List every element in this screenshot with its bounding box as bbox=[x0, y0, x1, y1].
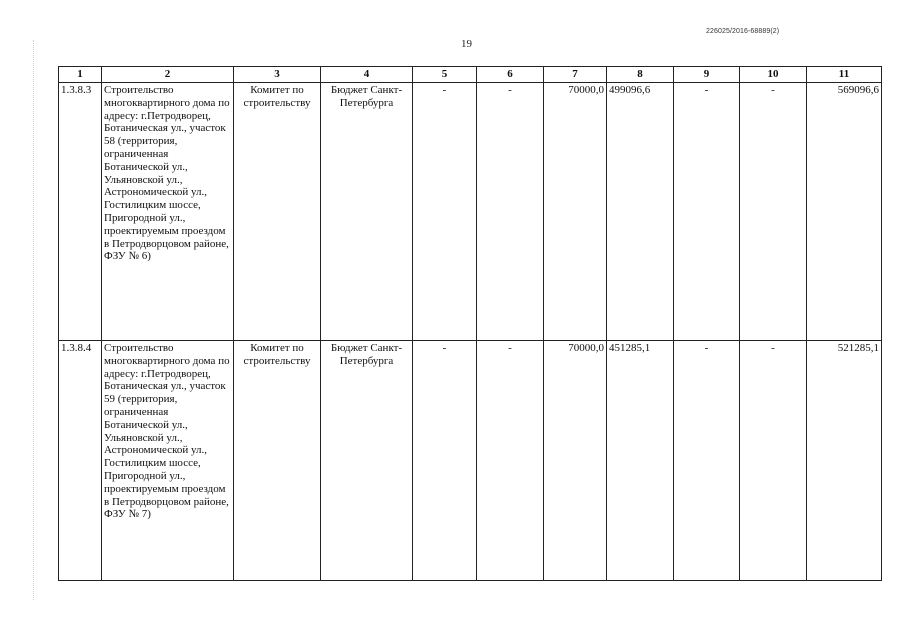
column-header: 2 bbox=[102, 67, 234, 83]
value-cell-col7: 70000,0 bbox=[544, 83, 607, 341]
value-cell-col5: - bbox=[413, 83, 477, 341]
column-header: 10 bbox=[740, 67, 807, 83]
value-cell-col10: - bbox=[740, 341, 807, 581]
column-header: 11 bbox=[807, 67, 882, 83]
column-header: 7 bbox=[544, 67, 607, 83]
activity-description-cell: Строительство многоквартирного дома по адресу: г.Петродворец, Ботаническая ул., участок 58 (территория, ограниченная Ботанической ул., Ульяновской ул., Астрономической ул., Гостилицким шоссе, Пригородной ул., проектируемым проездом в Петродворцовом районе, ФЗУ № 6) bbox=[102, 83, 234, 341]
funding-source-cell: Бюджет Санкт-Петербурга bbox=[321, 341, 413, 581]
value-cell-col7: 70000,0 bbox=[544, 341, 607, 581]
value-cell-col9: - bbox=[674, 83, 740, 341]
scan-margin-line bbox=[33, 40, 34, 600]
activity-code-cell: 1.3.8.3 bbox=[59, 83, 102, 341]
page-number: 19 bbox=[461, 38, 472, 50]
program-activities-table bbox=[58, 66, 882, 581]
column-header: 1 bbox=[59, 67, 102, 83]
funding-source-cell: Бюджет Санкт-Петербурга bbox=[321, 83, 413, 341]
value-cell-col10: - bbox=[740, 83, 807, 341]
column-header: 9 bbox=[674, 67, 740, 83]
executor-cell: Комитет по строительству bbox=[234, 83, 321, 341]
table-header-row bbox=[59, 67, 882, 83]
value-cell-col8: 451285,1 bbox=[607, 341, 674, 581]
document-registration-number: 226025/2016-68889(2) bbox=[706, 28, 780, 35]
value-cell-col6: - bbox=[477, 341, 544, 581]
column-header: 3 bbox=[234, 67, 321, 83]
table-row bbox=[59, 341, 882, 581]
column-header: 6 bbox=[477, 67, 544, 83]
value-cell-col6: - bbox=[477, 83, 544, 341]
table-row bbox=[59, 83, 882, 341]
activity-code-cell: 1.3.8.4 bbox=[59, 341, 102, 581]
value-cell-col9: - bbox=[674, 341, 740, 581]
executor-cell: Комитет по строительству bbox=[234, 341, 321, 581]
total-cell: 569096,6 bbox=[807, 83, 882, 341]
value-cell-col8: 499096,6 bbox=[607, 83, 674, 341]
activity-description-cell: Строительство многоквартирного дома по адресу: г.Петродворец, Ботаническая ул., участок 59 (территория, ограниченная Ботанической ул., Ульяновской ул., Астрономической ул., Гостилицким шоссе, Пригородной ул., проектируемым проездом в Петродворцовом районе, ФЗУ № 7) bbox=[102, 341, 234, 581]
value-cell-col5: - bbox=[413, 341, 477, 581]
column-header: 8 bbox=[607, 67, 674, 83]
column-header: 5 bbox=[413, 67, 477, 83]
total-cell: 521285,1 bbox=[807, 341, 882, 581]
column-header: 4 bbox=[321, 67, 413, 83]
